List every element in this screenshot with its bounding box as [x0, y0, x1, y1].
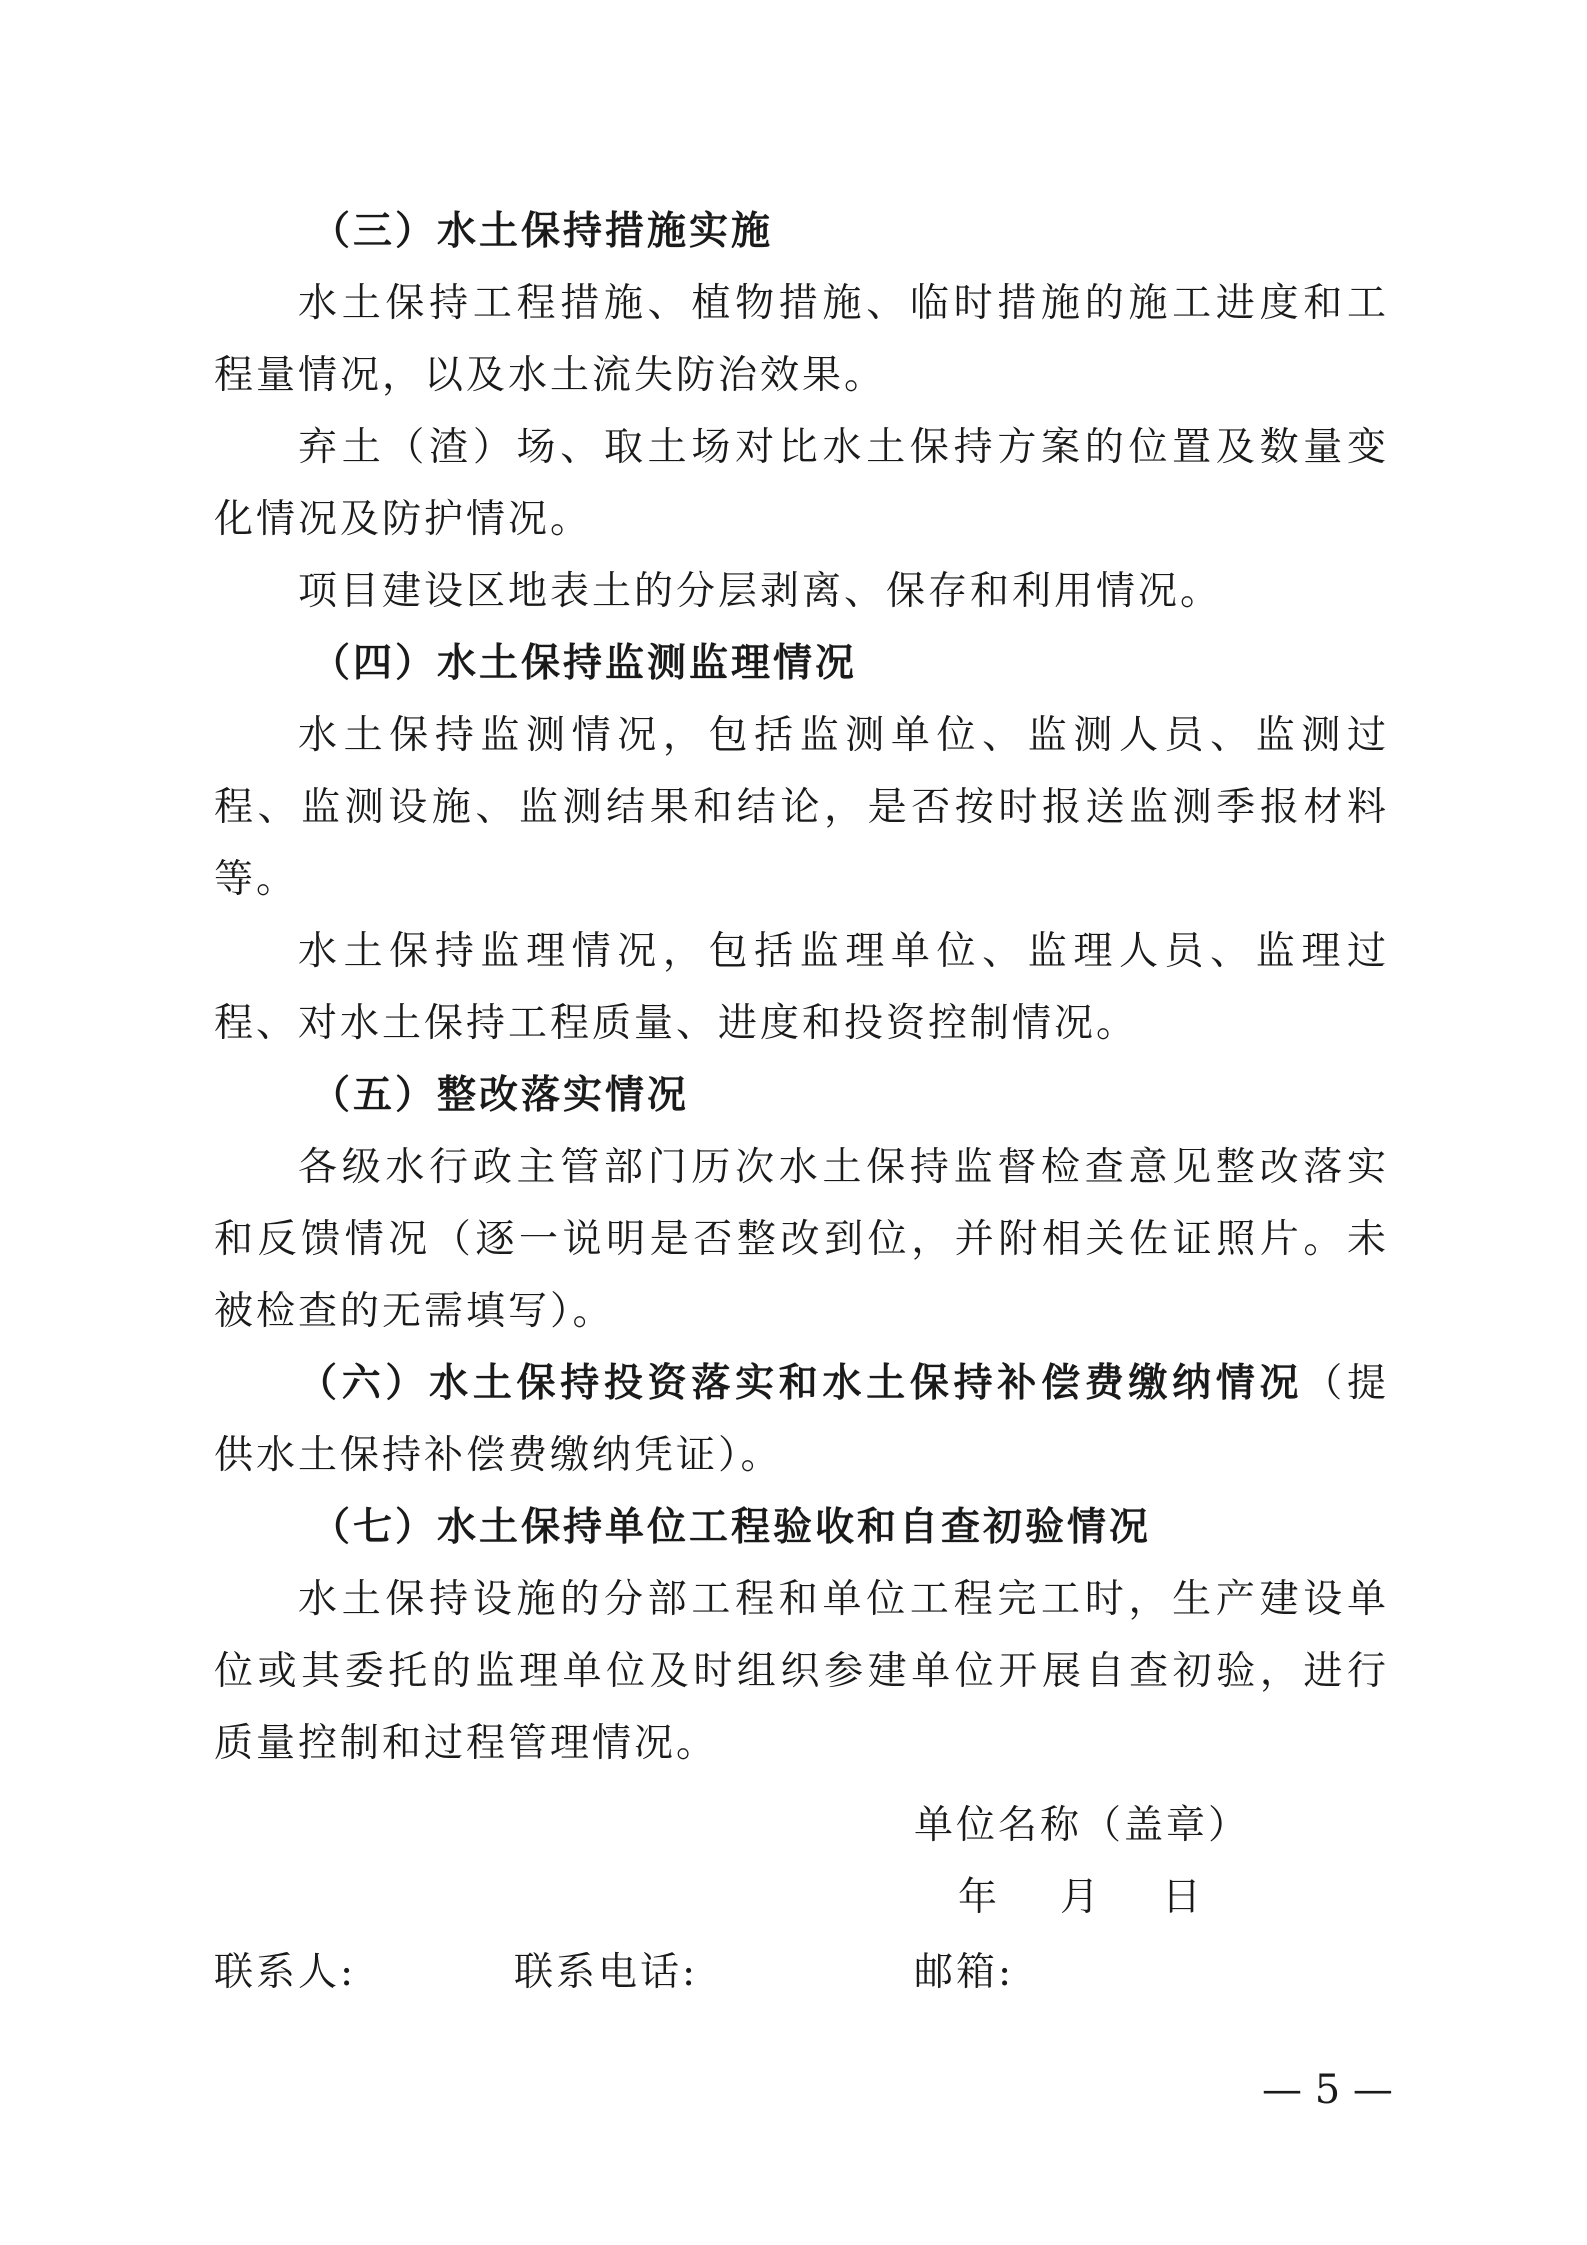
paragraph: 水土保持监理情况，包括监理单位、监理人员、监理过程、对水土保持工程质量、进度和投资控制情况。	[214, 929, 1389, 1046]
document-body	[214, 196, 1389, 1780]
page-number: — 5 —	[1262, 2067, 1393, 2113]
paragraph: 各级水行政主管部门历次水土保持监督检查意见整改落实和反馈情况（逐一说明是否整改到位，并附相关佐证照片。未被检查的无需填写）。	[214, 1145, 1389, 1334]
section-heading-4: （四）水土保持监测监理情况	[311, 641, 858, 686]
section-heading-5: （五）整改落实情况	[311, 1073, 690, 1118]
date-month: 月	[1060, 1875, 1100, 1920]
section-paragraph-6	[214, 1348, 1389, 1492]
paragraph: 弃土（渣）场、取土场对比水土保持方案的位置及数量变化情况及防护情况。	[214, 425, 1389, 542]
paragraph: 水土保持设施的分部工程和单位工程完工时，生产建设单位或其委托的监理单位及时组织参建单位开展自查初验，进行质量控制和过程管理情况。	[214, 1577, 1389, 1766]
paragraph: 水土保持工程措施、植物措施、临时措施的施工进度和工程量情况，以及水土流失防治效果。	[214, 281, 1389, 398]
contact-person: 联系人:	[214, 1950, 357, 1995]
date-year: 年	[958, 1875, 998, 1920]
section-heading-3: （三）水土保持措施实施	[311, 209, 774, 254]
paragraph: 项目建设区地表土的分层剥离、保存和利用情况。	[298, 569, 1223, 614]
contact-phone: 联系电话:	[514, 1950, 699, 1995]
section-heading-6: （六）水土保持投资落实和水土保持补偿费缴纳情况	[298, 1361, 1304, 1406]
section-6-tail: （提供水土保持补偿费缴纳凭证）。	[214, 1361, 1389, 1478]
signature-unit: 单位名称（盖章）	[914, 1803, 1251, 1848]
date-day: 日	[1162, 1875, 1202, 1920]
section-heading-7: （七）水土保持单位工程验收和自查初验情况	[311, 1505, 1152, 1550]
signature-date	[958, 1862, 1201, 1934]
paragraph: 水土保持监测情况，包括监测单位、监测人员、监测过程、监测设施、监测结果和结论，是否按时报送监测季报材料等。	[214, 713, 1389, 902]
contact-email: 邮箱:	[914, 1950, 1015, 1995]
